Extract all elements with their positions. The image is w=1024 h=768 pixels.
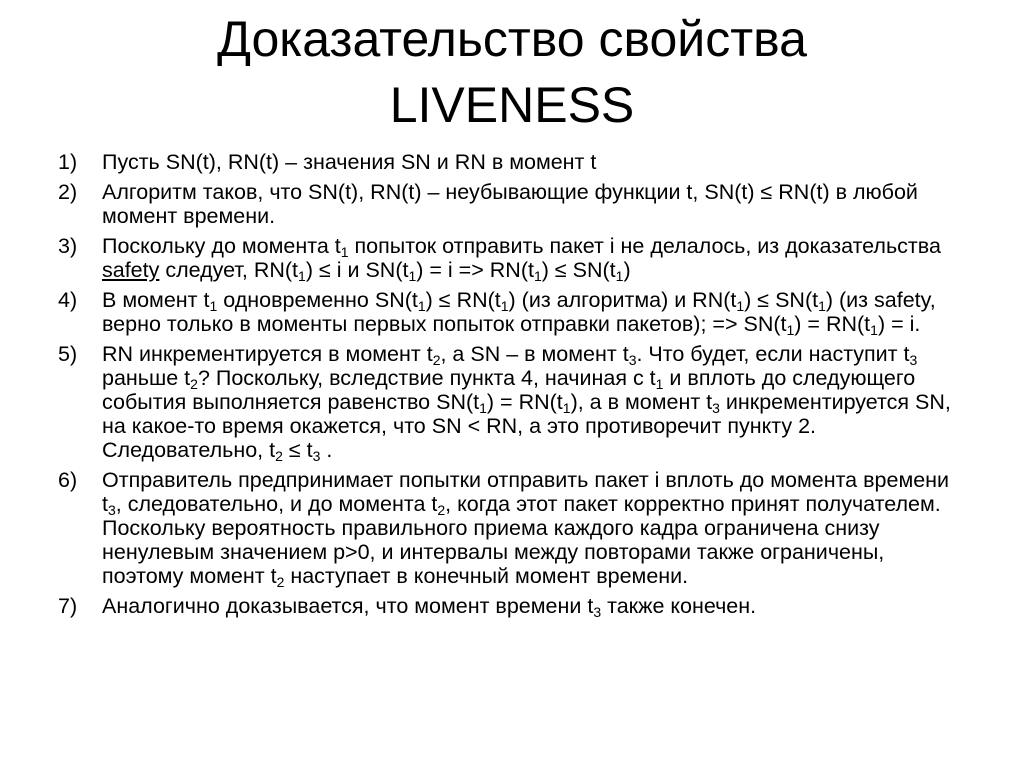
item-text: Алгоритм таков, что SN(t), RN(t) – неубывающие функции t, SN(t) ≤ RN(t) в любой момент времени. <box>102 180 918 228</box>
subscript: 2 <box>437 502 446 518</box>
subscript: 2 <box>190 376 198 392</box>
subscript: 1 <box>500 298 509 314</box>
subscript: 3 <box>909 352 918 368</box>
item-number: 4) <box>58 288 78 312</box>
slide-title <box>0 6 1024 138</box>
subscript: 1 <box>736 298 745 314</box>
item-number: 2) <box>58 180 78 204</box>
subscript: 1 <box>870 322 878 338</box>
list-item <box>58 234 958 282</box>
item-text: Пусть SN(t), RN(t) – значения SN и RN в момент t <box>102 150 597 174</box>
subscript: 1 <box>655 376 664 392</box>
subscript: 2 <box>432 352 441 368</box>
list-item <box>58 342 958 462</box>
subscript: 1 <box>818 298 826 314</box>
item-text: Отправитель предпринимает попытки отправить пакет i вплоть до момента времени $t_3$, следовательно, и до момента $t_2$, когда этот пакет корректно принят получателем. Поскольку вероятность правильного приема каждого кадра ограничена снизу ненулевым значением p>0, и интервалы между повторами также ограничены, поэтому момент $t_2$ наступает в конечный момент времени. <box>102 468 950 590</box>
title-line-2: LIVENESS <box>389 77 635 133</box>
subscript: 1 <box>786 322 795 338</box>
subscript: 3 <box>312 448 321 464</box>
underlined-term: safety <box>102 258 160 282</box>
subscript: 1 <box>479 400 487 416</box>
item-text: В момент $t_1$ одновременно $SN(t_1) \le RN(t_1)$ (из алгоритма) и $RN(t_1) \le SN(t_1)$ (из safety, верно только в моменты первых попыток отправки пакетов); => $SN(t_1) = RN(t_1) = i$. <box>102 288 936 338</box>
list-item <box>58 468 958 588</box>
subscript: 1 <box>533 268 542 284</box>
item-text: Аналогично доказывается, что момент времени $t_3$ также конечен. <box>102 594 757 620</box>
item-number: 3) <box>58 234 78 258</box>
subscript: 1 <box>562 400 571 416</box>
subscript: 2 <box>275 448 283 464</box>
item-number: 7) <box>58 594 78 618</box>
item-number: 5) <box>58 342 78 366</box>
item-number: 1) <box>58 150 78 174</box>
subscript: 3 <box>107 502 116 518</box>
list-item <box>58 180 958 228</box>
item-text: Поскольку до момента $t_1$ попыток отправить пакет i не делалось, из доказательства safety следует, $RN(t_1) \le i$ и $SN(t_1) = i => RN(t_1) \le SN(t_1)$ <box>102 234 941 284</box>
title-line-1: Доказательство свойства <box>217 11 807 67</box>
list-item <box>58 288 958 336</box>
subscript: 2 <box>276 574 285 590</box>
list-item <box>58 150 958 174</box>
subscript: 3 <box>628 352 637 368</box>
item-text: RN инкрементируется в момент $t_2$, а SN – в момент $t_3$. Что будет, если наступит $t_3$ раньше $t_2$? Поскольку, вследствие пункта 4, начиная с $t_1$ и вплоть до следующего события выполняется равенство $SN(t_1) = RN(t_1)$, а в момент $t_3$ инкрементируется SN, на какое-то время окажется, что SN < RN, а это противоречит пункту 2. Следовательно, $t_2 \le t_3$ . <box>102 342 951 464</box>
subscript: 1 <box>209 298 218 314</box>
item-number: 6) <box>58 468 78 492</box>
subscript: 1 <box>615 268 624 284</box>
subscript: 1 <box>408 268 417 284</box>
subscript: 1 <box>340 244 349 260</box>
list-item <box>58 594 958 618</box>
subscript: 3 <box>712 400 720 416</box>
subscript: 3 <box>593 604 602 620</box>
proof-steps-list <box>58 150 958 624</box>
subscript: 1 <box>298 268 306 284</box>
subscript: 1 <box>417 298 426 314</box>
